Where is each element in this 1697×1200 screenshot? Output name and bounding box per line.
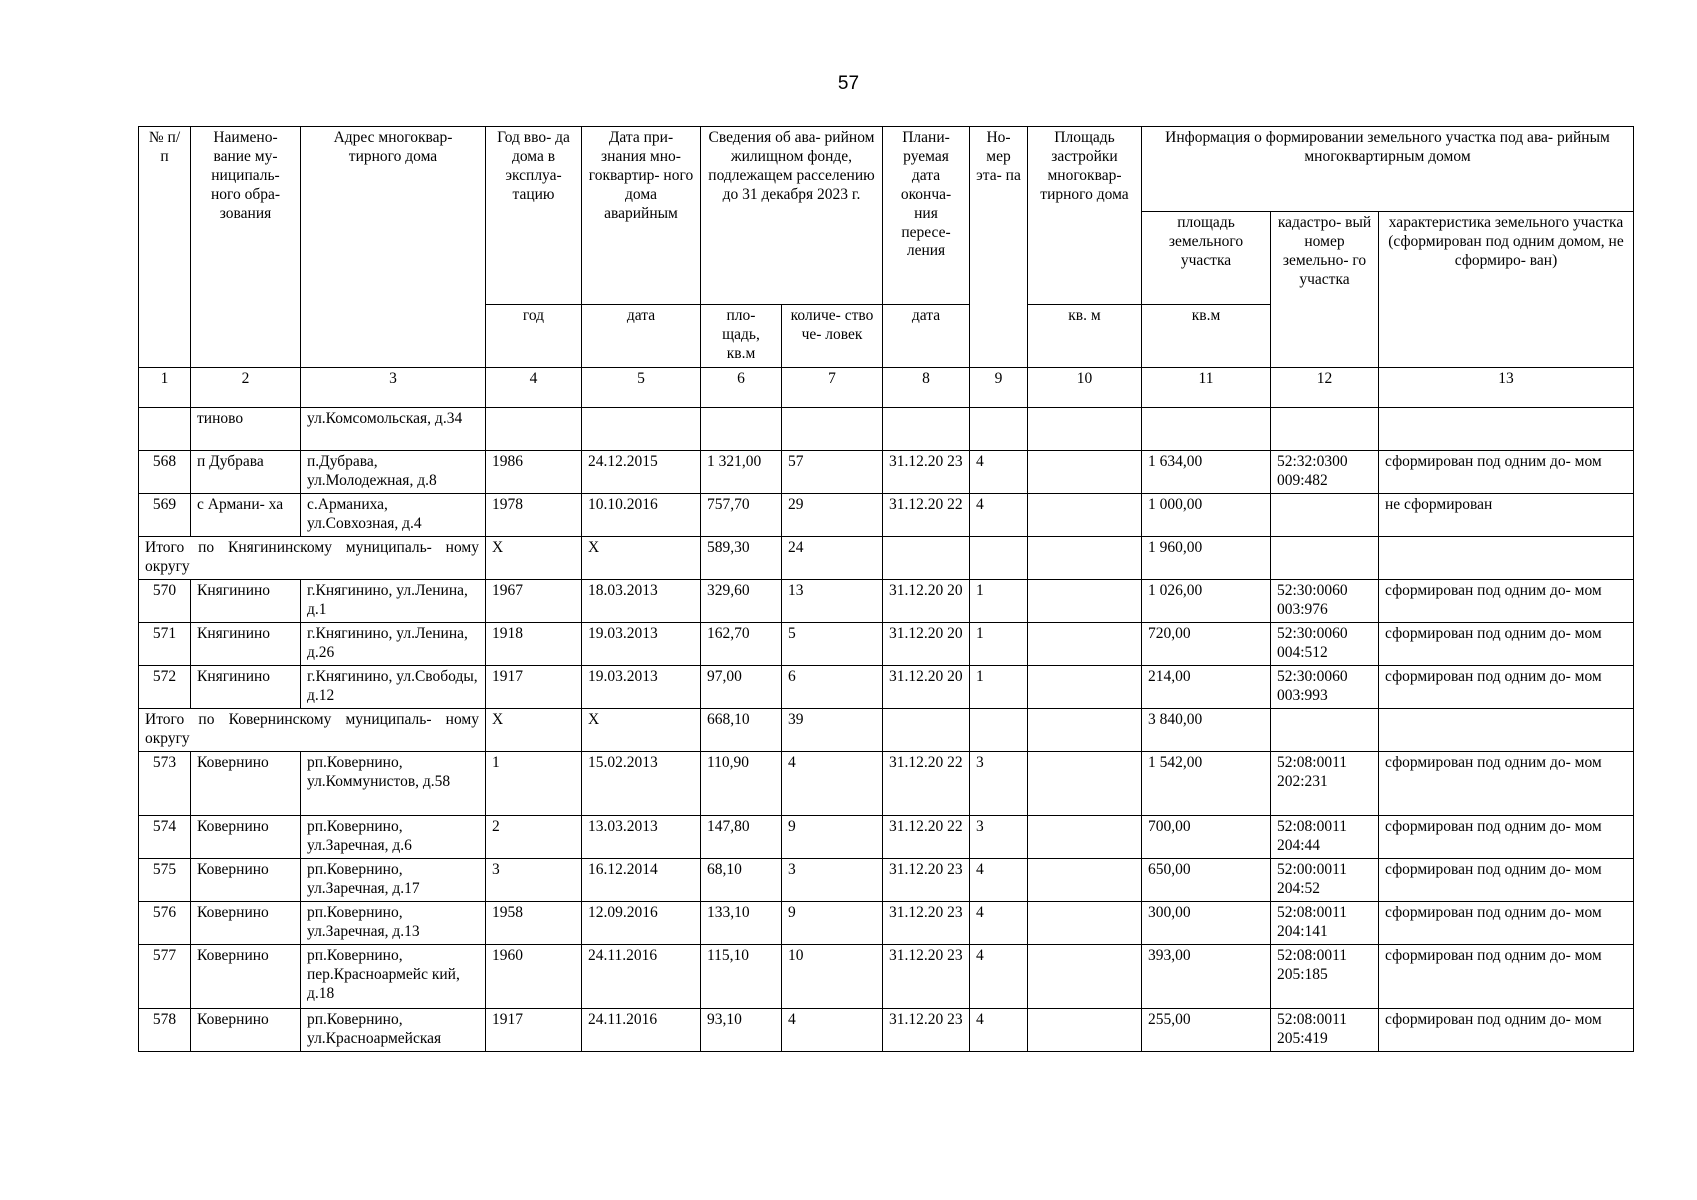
cadastral-number-cell: 52:08:0011 204:44 (1271, 816, 1379, 859)
planned-date-cell (883, 408, 970, 451)
people-count-cell: 57 (782, 451, 883, 494)
row-number (139, 408, 191, 451)
cadastral-number-cell: 52:30:0060 003:976 (1271, 580, 1379, 623)
land-characteristic-cell: сформирован под одним до- мом (1379, 902, 1634, 945)
header-municipality: Наимено- вание му- ниципаль- ного обра- зования (191, 127, 301, 368)
cadastral-number-cell: 52:30:0060 003:993 (1271, 666, 1379, 709)
municipality-cell: Ковернино (191, 1009, 301, 1052)
emergency-date-cell: 24.12.2015 (582, 451, 701, 494)
area-cell: 757,70 (701, 494, 782, 537)
people-count-cell: 6 (782, 666, 883, 709)
address-cell: г.Княгинино, ул.Свободы, д.12 (301, 666, 486, 709)
area-cell: 162,70 (701, 623, 782, 666)
people-count-cell: 13 (782, 580, 883, 623)
built-area-cell (1028, 859, 1142, 902)
municipality-cell: Княгинино (191, 666, 301, 709)
subtotal-label: Итого по Княгининскому муниципаль- ному округу (139, 537, 486, 580)
land-characteristic-cell: сформирован под одним до- мом (1379, 816, 1634, 859)
planned-date-cell: 31.12.20 23 (883, 902, 970, 945)
built-area-cell (1028, 408, 1142, 451)
row-number: 569 (139, 494, 191, 537)
municipality-cell: Ковернино (191, 945, 301, 1009)
col-number: 10 (1028, 368, 1142, 408)
area-cell: 97,00 (701, 666, 782, 709)
address-cell: рп.Ковернино, ул.Красноармейская (301, 1009, 486, 1052)
year-cell: 1960 (486, 945, 582, 1009)
col-number: 12 (1271, 368, 1379, 408)
col-number: 9 (970, 368, 1028, 408)
table-body (139, 408, 1634, 1052)
table-row (139, 752, 1634, 816)
land-characteristic-cell: сформирован под одним до- мом (1379, 752, 1634, 816)
col-number: 6 (701, 368, 782, 408)
row-number: 573 (139, 752, 191, 816)
subtotal-row (139, 537, 1634, 580)
cadastral-number-cell: 52:00:0011 204:52 (1271, 859, 1379, 902)
people-count-cell: 5 (782, 623, 883, 666)
area-cell: 147,80 (701, 816, 782, 859)
area-cell: 93,10 (701, 1009, 782, 1052)
address-cell: п.Дубрава, ул.Молодежная, д.8 (301, 451, 486, 494)
cadastral-number-cell (1271, 709, 1379, 752)
planned-date-cell (883, 709, 970, 752)
header-planned-date: Плани- руемая дата оконча- ния пересе- ления (883, 127, 970, 305)
people-count-cell: 39 (782, 709, 883, 752)
emergency-date-cell: 24.11.2016 (582, 945, 701, 1009)
planned-date-cell: 31.12.20 20 (883, 580, 970, 623)
address-cell: рп.Ковернино, пер.Красноармейс кий, д.18 (301, 945, 486, 1009)
year-cell: 1958 (486, 902, 582, 945)
cadastral-number-cell (1271, 408, 1379, 451)
land-area-cell: 720,00 (1142, 623, 1271, 666)
table-row (139, 494, 1634, 537)
built-area-cell (1028, 666, 1142, 709)
built-area-cell (1028, 1009, 1142, 1052)
emergency-date-cell: 24.11.2016 (582, 1009, 701, 1052)
land-characteristic-cell: сформирован под одним до- мом (1379, 580, 1634, 623)
row-number: 570 (139, 580, 191, 623)
land-area-cell: 3 840,00 (1142, 709, 1271, 752)
emergency-date-cell: X (582, 537, 701, 580)
header-address: Адрес многоквар- тирного дома (301, 127, 486, 368)
header-num: № п/п (139, 127, 191, 368)
header-land-area: площадь земельного участка (1142, 212, 1271, 305)
cadastral-number-cell (1271, 537, 1379, 580)
planned-date-cell: 31.12.20 23 (883, 859, 970, 902)
stage-cell (970, 709, 1028, 752)
emergency-housing-table (138, 126, 1634, 1052)
built-area-cell (1028, 752, 1142, 816)
unit-people: количе- ство че- ловек (782, 305, 883, 368)
municipality-cell: Ковернино (191, 859, 301, 902)
land-area-cell: 1 634,00 (1142, 451, 1271, 494)
municipality-cell: тиново (191, 408, 301, 451)
row-number: 577 (139, 945, 191, 1009)
emergency-date-cell: 15.02.2013 (582, 752, 701, 816)
table-row (139, 580, 1634, 623)
municipality-cell: Ковернино (191, 816, 301, 859)
col-number: 8 (883, 368, 970, 408)
people-count-cell: 9 (782, 816, 883, 859)
year-cell: 1917 (486, 1009, 582, 1052)
col-number: 11 (1142, 368, 1271, 408)
built-area-cell (1028, 580, 1142, 623)
planned-date-cell: 31.12.20 22 (883, 494, 970, 537)
land-characteristic-cell: сформирован под одним до- мом (1379, 451, 1634, 494)
unit-planned-date: дата (883, 305, 970, 368)
area-cell: 329,60 (701, 580, 782, 623)
land-area-cell: 255,00 (1142, 1009, 1271, 1052)
land-area-cell: 300,00 (1142, 902, 1271, 945)
people-count-cell: 10 (782, 945, 883, 1009)
stage-cell: 4 (970, 902, 1028, 945)
unit-date: дата (582, 305, 701, 368)
land-area-cell: 1 542,00 (1142, 752, 1271, 816)
planned-date-cell: 31.12.20 23 (883, 945, 970, 1009)
col-number: 13 (1379, 368, 1634, 408)
year-cell: X (486, 709, 582, 752)
area-cell: 1 321,00 (701, 451, 782, 494)
unit-land-sqm: кв.м (1142, 305, 1271, 368)
land-area-cell: 1 960,00 (1142, 537, 1271, 580)
area-cell: 133,10 (701, 902, 782, 945)
stage-cell (970, 408, 1028, 451)
cadastral-number-cell (1271, 494, 1379, 537)
table-row (139, 1009, 1634, 1052)
year-cell: X (486, 537, 582, 580)
year-cell: 1 (486, 752, 582, 816)
col-number: 2 (191, 368, 301, 408)
people-count-cell: 29 (782, 494, 883, 537)
stage-cell: 3 (970, 752, 1028, 816)
header-emergency-fund: Сведения об ава- рийном жилищном фонде, подлежащем расселению до 31 декабря 2023 г. (701, 127, 883, 305)
planned-date-cell: 31.12.20 23 (883, 451, 970, 494)
col-number: 5 (582, 368, 701, 408)
built-area-cell (1028, 623, 1142, 666)
land-area-cell: 214,00 (1142, 666, 1271, 709)
area-cell: 110,90 (701, 752, 782, 816)
address-cell: рп.Ковернино, ул.Коммунистов, д.58 (301, 752, 486, 816)
stage-cell: 1 (970, 580, 1028, 623)
stage-cell: 4 (970, 859, 1028, 902)
municipality-cell: Ковернино (191, 902, 301, 945)
address-cell: с.Арманиха, ул.Совхозная, д.4 (301, 494, 486, 537)
table-row (139, 451, 1634, 494)
cadastral-number-cell: 52:30:0060 004:512 (1271, 623, 1379, 666)
stage-cell: 4 (970, 451, 1028, 494)
area-cell (701, 408, 782, 451)
land-characteristic-cell (1379, 709, 1634, 752)
municipality-cell: с Армани- ха (191, 494, 301, 537)
header-built-area: Площадь застройки многоквар- тирного дома (1028, 127, 1142, 305)
year-cell: 3 (486, 859, 582, 902)
year-cell: 1967 (486, 580, 582, 623)
row-number: 578 (139, 1009, 191, 1052)
land-characteristic-cell: сформирован под одним до- мом (1379, 623, 1634, 666)
unit-sqm: кв. м (1028, 305, 1142, 368)
emergency-date-cell: 12.09.2016 (582, 902, 701, 945)
land-area-cell: 1 000,00 (1142, 494, 1271, 537)
row-number: 571 (139, 623, 191, 666)
emergency-date-cell: 10.10.2016 (582, 494, 701, 537)
stage-cell: 4 (970, 494, 1028, 537)
cadastral-number-cell: 52:08:0011 205:185 (1271, 945, 1379, 1009)
year-cell: 2 (486, 816, 582, 859)
stage-cell: 1 (970, 623, 1028, 666)
cadastral-number-cell: 52:08:0011 205:419 (1271, 1009, 1379, 1052)
address-cell: г.Княгинино, ул.Ленина, д.26 (301, 623, 486, 666)
people-count-cell (782, 408, 883, 451)
built-area-cell (1028, 537, 1142, 580)
page-number: 57 (837, 73, 860, 94)
col-number: 1 (139, 368, 191, 408)
stage-cell: 3 (970, 816, 1028, 859)
emergency-date-cell: 16.12.2014 (582, 859, 701, 902)
header-emergency-date: Дата при- знания мно- гоквартир- ного дома аварийным (582, 127, 701, 305)
land-characteristic-cell: сформирован под одним до- мом (1379, 666, 1634, 709)
municipality-cell: Княгинино (191, 580, 301, 623)
built-area-cell (1028, 902, 1142, 945)
year-cell: 1918 (486, 623, 582, 666)
emergency-date-cell: 19.03.2013 (582, 666, 701, 709)
year-cell: 1917 (486, 666, 582, 709)
land-area-cell: 650,00 (1142, 859, 1271, 902)
table-row (139, 408, 1634, 451)
people-count-cell: 3 (782, 859, 883, 902)
emergency-date-cell: X (582, 709, 701, 752)
header-land-char: характеристика земельного участка (сформирован под одним домом, не сформиро- ван) (1379, 212, 1634, 368)
land-characteristic-cell: сформирован под одним до- мом (1379, 945, 1634, 1009)
year-cell (486, 408, 582, 451)
row-number: 574 (139, 816, 191, 859)
col-number: 7 (782, 368, 883, 408)
built-area-cell (1028, 709, 1142, 752)
land-characteristic-cell: сформирован под одним до- мом (1379, 1009, 1634, 1052)
table-row (139, 816, 1634, 859)
table-row (139, 623, 1634, 666)
header-cadastral: кадастро- вый номер земельно- го участка (1271, 212, 1379, 368)
cadastral-number-cell: 52:08:0011 204:141 (1271, 902, 1379, 945)
header-year-built: Год вво- да дома в эксплуа- тацию (486, 127, 582, 305)
built-area-cell (1028, 945, 1142, 1009)
table-row (139, 945, 1634, 1009)
planned-date-cell: 31.12.20 23 (883, 1009, 970, 1052)
area-cell: 589,30 (701, 537, 782, 580)
table-header (139, 127, 1634, 408)
subtotal-label: Итого по Ковернинскому муниципаль- ному округу (139, 709, 486, 752)
stage-cell: 4 (970, 945, 1028, 1009)
address-cell: рп.Ковернино, ул.Заречная, д.6 (301, 816, 486, 859)
people-count-cell: 4 (782, 752, 883, 816)
built-area-cell (1028, 494, 1142, 537)
col-number: 4 (486, 368, 582, 408)
row-number: 572 (139, 666, 191, 709)
stage-cell (970, 537, 1028, 580)
built-area-cell (1028, 451, 1142, 494)
area-cell: 668,10 (701, 709, 782, 752)
header-stage: Но- мер эта- па (970, 127, 1028, 368)
subtotal-row (139, 709, 1634, 752)
municipality-cell: Княгинино (191, 623, 301, 666)
row-number: 568 (139, 451, 191, 494)
built-area-cell (1028, 816, 1142, 859)
cadastral-number-cell: 52:08:0011 202:231 (1271, 752, 1379, 816)
address-cell: рп.Ковернино, ул.Заречная, д.17 (301, 859, 486, 902)
area-cell: 68,10 (701, 859, 782, 902)
land-characteristic-cell: не сформирован (1379, 494, 1634, 537)
col-number: 3 (301, 368, 486, 408)
table-row (139, 902, 1634, 945)
row-number: 575 (139, 859, 191, 902)
row-number: 576 (139, 902, 191, 945)
land-characteristic-cell (1379, 537, 1634, 580)
municipality-cell: п Дубрава (191, 451, 301, 494)
land-area-cell: 700,00 (1142, 816, 1271, 859)
year-cell: 1986 (486, 451, 582, 494)
address-cell: рп.Ковернино, ул.Заречная, д.13 (301, 902, 486, 945)
unit-year: год (486, 305, 582, 368)
table-row (139, 666, 1634, 709)
area-cell: 115,10 (701, 945, 782, 1009)
people-count-cell: 9 (782, 902, 883, 945)
planned-date-cell: 31.12.20 20 (883, 623, 970, 666)
cadastral-number-cell: 52:32:0300 009:482 (1271, 451, 1379, 494)
address-cell: г.Княгинино, ул.Ленина, д.1 (301, 580, 486, 623)
stage-cell: 1 (970, 666, 1028, 709)
address-cell: ул.Комсомольская, д.34 (301, 408, 486, 451)
table-row (139, 859, 1634, 902)
emergency-date-cell: 13.03.2013 (582, 816, 701, 859)
land-characteristic-cell: сформирован под одним до- мом (1379, 859, 1634, 902)
people-count-cell: 4 (782, 1009, 883, 1052)
land-area-cell (1142, 408, 1271, 451)
planned-date-cell (883, 537, 970, 580)
land-area-cell: 1 026,00 (1142, 580, 1271, 623)
land-area-cell: 393,00 (1142, 945, 1271, 1009)
year-cell: 1978 (486, 494, 582, 537)
stage-cell: 4 (970, 1009, 1028, 1052)
emergency-date-cell: 19.03.2013 (582, 623, 701, 666)
planned-date-cell: 31.12.20 22 (883, 752, 970, 816)
land-characteristic-cell (1379, 408, 1634, 451)
emergency-date-cell: 18.03.2013 (582, 580, 701, 623)
planned-date-cell: 31.12.20 20 (883, 666, 970, 709)
emergency-date-cell (582, 408, 701, 451)
header-land-info: Информация о формировании земельного участка под ава- рийным многоквартирным домом (1142, 127, 1634, 212)
unit-area: пло- щадь, кв.м (701, 305, 782, 368)
column-number-row (139, 368, 1634, 408)
municipality-cell: Ковернино (191, 752, 301, 816)
planned-date-cell: 31.12.20 22 (883, 816, 970, 859)
people-count-cell: 24 (782, 537, 883, 580)
